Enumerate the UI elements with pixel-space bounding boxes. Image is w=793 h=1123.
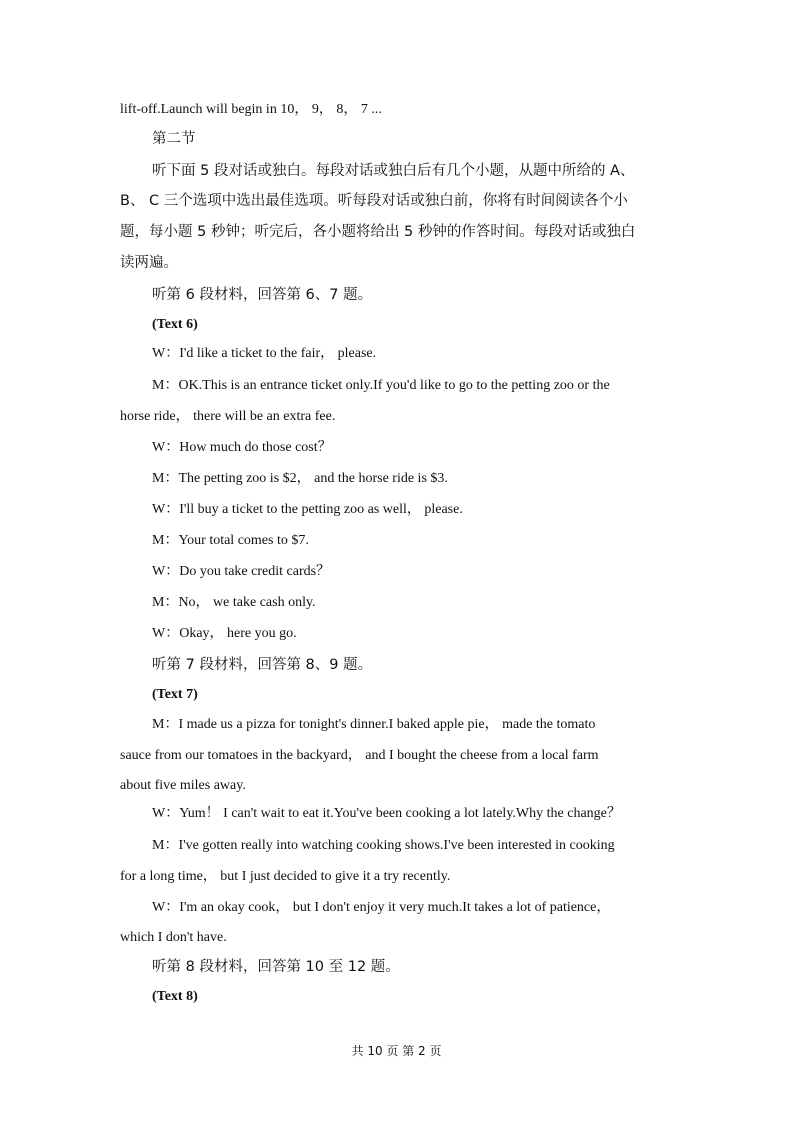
dialogue-line: M：OK.This is an entrance ticket only.If you'd like to go to the petting zoo or the [152, 378, 610, 393]
page-footer: 共 10 页 第 2 页 [351, 1044, 442, 1058]
dialogue-line: M：I've gotten really into watching cooking shows.I've been interested in cooking [152, 838, 615, 853]
material-heading: 听第 8 段材料，回答第 10 至 12 题。 [152, 959, 400, 975]
dialogue-line: W：Yum！ I can't wait to eat it.You've been cooking a lot lately.Why the change？ [152, 806, 621, 821]
dialogue-line: M：I made us a pizza for tonight's dinner.I baked apple pie， made the tomato [152, 717, 596, 732]
instruction-line: B、 C 三个选项中选出最佳选项。听每段对话或独白前，你将有时间阅读各个小 [120, 193, 628, 209]
instruction-line: 读两遍。 [120, 255, 178, 271]
text-label: (Text 8) [152, 989, 198, 1004]
material-heading: 听第 7 段材料，回答第 8、9 题。 [152, 657, 373, 673]
instruction-line: 题，每小题 5 秒钟；听完后，各小题将给出 5 秒钟的作答时间。每段对话或独白 [120, 224, 636, 240]
dialogue-line: W：How much do those cost？ [152, 440, 332, 455]
dialogue-line: W：I'm an okay cook， but I don't enjoy it very much.It takes a lot of patience， [152, 900, 611, 915]
text-label: (Text 6) [152, 317, 198, 332]
dialogue-line: about five miles away. [120, 778, 246, 793]
dialogue-line: M：The petting zoo is $2， and the horse ride is $3. [152, 471, 448, 486]
dialogue-line: which I don't have. [120, 930, 227, 945]
dialogue-line: W：Do you take credit cards？ [152, 564, 331, 579]
instruction-line: 听下面 5 段对话或独白。每段对话或独白后有几个小题，从题中所给的 A、 [152, 163, 635, 179]
section-heading: 第二节 [152, 131, 196, 147]
dialogue-line: W：I'd like a ticket to the fair， please. [152, 346, 377, 361]
text-label: (Text 7) [152, 687, 198, 702]
dialogue-line: for a long time， but I just decided to give it a try recently. [120, 869, 451, 884]
dialogue-line: M：No， we take cash only. [152, 595, 316, 610]
dialogue-line: sauce from our tomatoes in the backyard， and I bought the cheese from a local farm [120, 748, 599, 763]
dialogue-line: horse ride， there will be an extra fee. [120, 409, 336, 424]
material-heading: 听第 6 段材料，回答第 6、7 题。 [152, 287, 373, 303]
dialogue-line: W：Okay， here you go. [152, 626, 297, 641]
dialogue-line: M：Your total comes to $7. [152, 533, 309, 548]
dialogue-line: W：I'll buy a ticket to the petting zoo as well， please. [152, 502, 463, 517]
text-line: lift-off.Launch will begin in 10， 9， 8， 7 ... [120, 102, 382, 117]
